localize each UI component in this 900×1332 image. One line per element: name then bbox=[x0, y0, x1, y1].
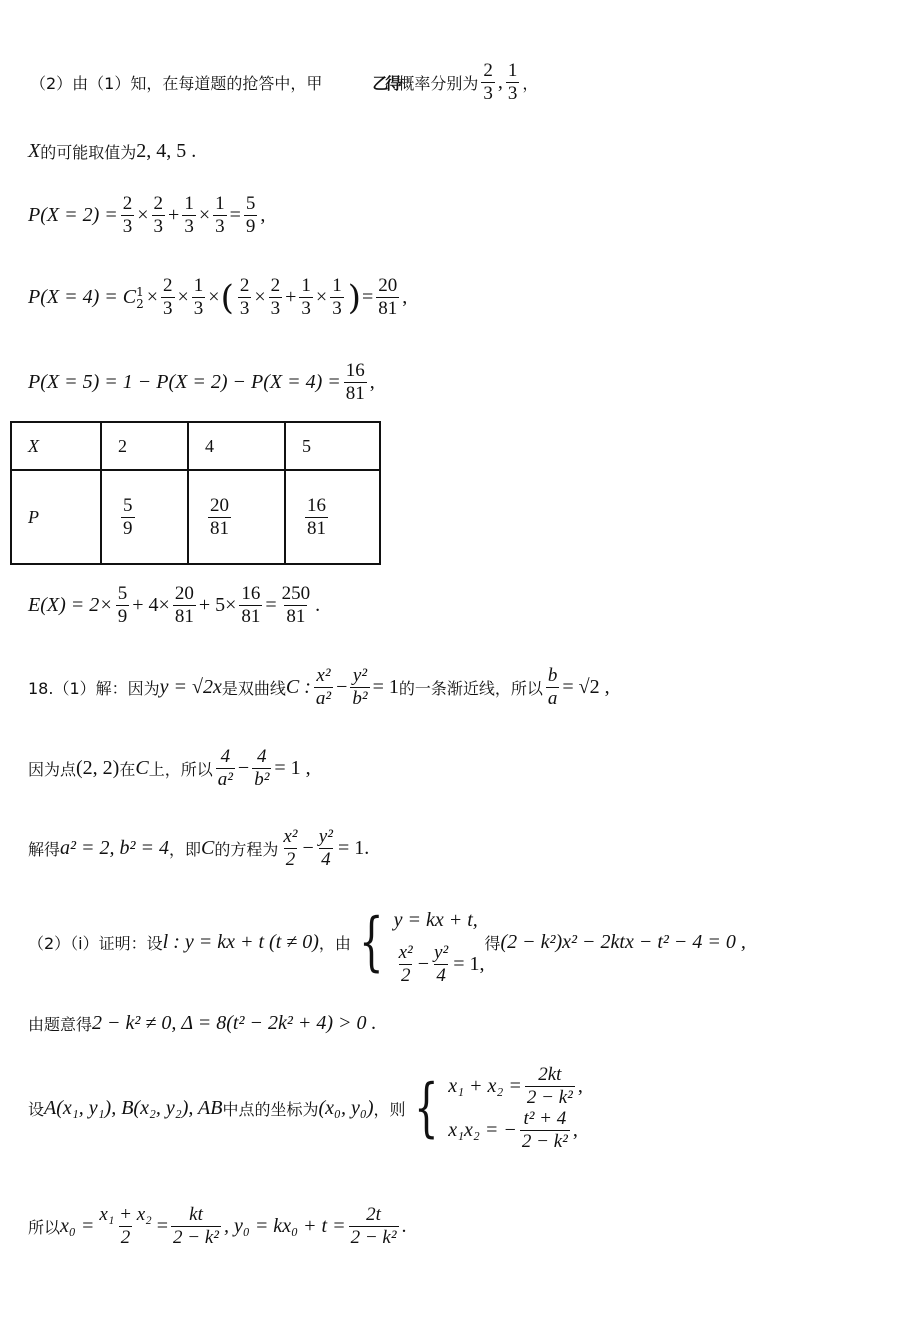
equation-system: y = kx + t, $\frac{\text{x²}}{2}$ − $\frac{\text{y²}}{4}$ = 1, bbox=[393, 908, 485, 986]
eq-px5: P(X = 5) = 1 − P(X = 2) − P(X = 4) = $\frac{16}{81}$ , bbox=[28, 360, 375, 404]
text: 解得 bbox=[28, 840, 61, 859]
text-overlap: 乙得 bbox=[372, 74, 399, 93]
math: l : y = kx + t (t ≠ 0) bbox=[162, 930, 319, 953]
table-cell: $\frac{5}{9}$ bbox=[101, 470, 188, 564]
text: ，由 bbox=[318, 933, 351, 953]
fraction: $\frac{2}{3}$ bbox=[483, 60, 493, 104]
eq-left: P(X = 2) = bbox=[28, 204, 118, 226]
text: 得 bbox=[484, 933, 501, 953]
equation-system: x₁ + x₂ = $\frac{2kt}{\text{2 − k²}}$ , x₁x₂ = − $\frac{\text{t² + 4}}{\text{2 − k²}}$ , bbox=[448, 1063, 583, 1152]
table-cell: X bbox=[11, 422, 101, 470]
text: 设 bbox=[28, 1099, 45, 1119]
distribution-table bbox=[10, 421, 381, 565]
q18-delta bbox=[28, 1012, 376, 1035]
table-cell: P bbox=[11, 470, 101, 564]
table-row bbox=[11, 422, 380, 470]
fraction: $\frac{1}{3}$ bbox=[507, 60, 518, 104]
q18-solution: 解得 a² = 2, b² = 4 ，即 C 的方程为 $\frac{\text{x²}}{2}$ − $\frac{\text{y²}}{4}$ = 1. bbox=[28, 826, 370, 870]
eq-left: P(X = 5) = 1 − P(X = 2) − P(X = 4) = bbox=[28, 371, 341, 393]
text: 在 bbox=[119, 760, 136, 779]
q18-midpoint: 所以 x₀ = $\frac{\text{x₁ + x₂}}{2}$ = $\frac{kt}{\text{2 − k²}}$ , y₀ = kx₀ + t = $\frac{2t}{\text{2 − k²}}$ . bbox=[28, 1204, 407, 1248]
math: C bbox=[135, 757, 149, 779]
text-intro: （2）由（1）知，在每道题的抢答中，甲 bbox=[30, 74, 323, 93]
text: ，即 bbox=[169, 840, 202, 859]
math: y = √2x bbox=[159, 676, 222, 698]
math: a² = 2, b² = 4 bbox=[60, 837, 169, 859]
text: 是双曲线 bbox=[221, 679, 286, 698]
q18-part1: 18.（1）解：因为 y = √2x 是双曲线 C : $\frac{\text{x²}}{\text{a²}}$ − $\frac{\text{y²}}{\text{b²}}$ = 1 的一条渐近线，所以 $\frac{b}{a}$ = √2 , bbox=[28, 665, 610, 709]
text: 上，所以 bbox=[148, 760, 213, 779]
text: ，则 bbox=[373, 1099, 406, 1119]
math: (x₀, y₀) bbox=[318, 1096, 374, 1119]
eq-px4: P(X = 4) = C 1 2 × $\frac{2}{3}$ × $\frac{1}{3}$ × ( $\frac{2}{3}$ × $\frac{2}{3}$ + $\frac{1}{3}$ × $\frac{1}{3}$ ) = $\frac{20}{81}$ , bbox=[28, 275, 408, 319]
table-cell: 4 bbox=[188, 422, 285, 470]
line-values bbox=[28, 140, 196, 163]
table-cell: 5 bbox=[285, 422, 380, 470]
math: C : bbox=[285, 676, 311, 698]
table-row bbox=[11, 470, 380, 564]
eq-left: P(X = 4) = C bbox=[28, 286, 137, 308]
text: 由题意得 bbox=[28, 1015, 93, 1034]
text: 的方程为 bbox=[214, 840, 279, 859]
text-prob: 概率分别为 bbox=[398, 74, 479, 93]
q18-points-ab: 设 A(x₁, y₁), B(x₂, y₂), AB 中点的坐标为 (x₀, y₀) ，则 { x₁ + x₂ = $\frac{2kt}{\text{2 − k²}}$ , x₁x₂ = − $\frac{\text{t² + 4}}{\text{2 − k²}}$ , bbox=[28, 1063, 583, 1152]
var-x: X bbox=[28, 140, 41, 162]
values: 2, 4, 5 . bbox=[136, 140, 197, 162]
math: C bbox=[201, 837, 215, 859]
table-cell: 2 bbox=[101, 422, 188, 470]
math: (2, 2) bbox=[76, 757, 120, 779]
math: (2 − k²)x² − 2ktx − t² − 4 = 0 , bbox=[500, 930, 746, 953]
math: x₀ = bbox=[60, 1215, 95, 1237]
q18-part2: （2）（i）证明：设 l : y = kx + t (t ≠ 0) ，由 { y = kx + t, $\frac{\text{x²}}{2}$ − $\frac{\text{y²}}{4}$ = 1, 得 (2 − k²)x² − 2ktx − t² − 4 = 0 , bbox=[28, 898, 746, 986]
math: A(x₁, y₁), B(x₂, y₂), AB bbox=[44, 1096, 223, 1119]
eq-expectation: E(X) = 2× $\frac{5}{9}$ + 4× $\frac{20}{81}$ + 5× $\frac{16}{81}$ = $\frac{250}{81}$ . bbox=[28, 583, 321, 627]
text: 的一条渐近线，所以 bbox=[398, 679, 543, 698]
q18-point: 因为点 (2, 2) 在 C 上，所以 $\frac{4}{\text{a²}}$ − $\frac{4}{\text{b²}}$ = 1 , bbox=[28, 746, 311, 790]
text: 18.（1）解：因为 bbox=[28, 679, 160, 698]
line-probabilities: （2）由（1）知，在每道题的抢答中，甲 乙得 概率分别为 $\frac{2}{3}$ , $\frac{1}{3}$ ， bbox=[30, 60, 539, 104]
text: 中点的坐标为 bbox=[222, 1099, 319, 1119]
table-cell: $\frac{20}{81}$ bbox=[188, 470, 285, 564]
text: （2）（i）证明：设 bbox=[28, 933, 163, 953]
text-values: 的可能取值为 bbox=[40, 143, 137, 162]
table-cell: $\frac{16}{81}$ bbox=[285, 470, 380, 564]
text: 所以 bbox=[28, 1218, 61, 1237]
math: 2 − k² ≠ 0, Δ = 8(t² − 2k² + 4) > 0 . bbox=[92, 1012, 377, 1034]
text: 因为点 bbox=[28, 760, 77, 779]
eq-px2: P(X = 2) = $\frac{2}{3}$ × $\frac{2}{3}$ + $\frac{1}{3}$ × $\frac{1}{3}$ = $\frac{5}{9}$ , bbox=[28, 193, 266, 237]
eq-left: E(X) = 2× bbox=[28, 594, 113, 616]
